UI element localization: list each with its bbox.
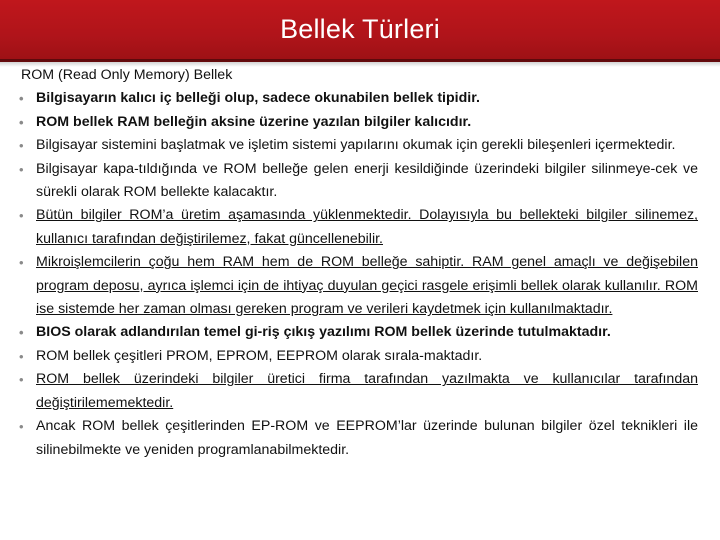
bullet-item: • ROM bellek çeşitleri PROM, EPROM, EEPROM olarak sırala-maktadır.	[18, 345, 698, 368]
bullet-item: • Bilgisayarın kalıcı iç belleği olup, sadece okunabilen bellek tipidir.	[18, 87, 698, 110]
section-heading: ROM (Read Only Memory) Bellek	[21, 67, 233, 83]
bullet-item: • Bilgisayar kapa-tıldığında ve ROM belleğe gelen enerji kesildiğinde üzerindeki bilgiler silinmeye-cek ve sürekli olarak ROM bellekte kalacaktır.	[18, 158, 698, 205]
bullet-item: • Bütün bilgiler ROM’a üretim aşamasında yüklenmektedir. Dolayısıyla bu bellekteki bilgiler silinemez, kullanıcı tarafından değiştirilemez, fakat güncellenebilir.	[18, 204, 698, 251]
bullet-list	[18, 87, 698, 462]
slide-content	[18, 64, 698, 462]
bullet-item: • Mikroişlemcilerin çoğu hem RAM hem de ROM belleğe sahiptir. RAM genel amaçlı ve değişebilen program deposu, ayrıca işlemci için de ihtiyaç duyulan geçici rasgele erişimli bellek olarak kullanılır. ROM ise sistemde her zaman olması gereken program ve verileri kaydetmek için kullanılmaktadır.	[18, 251, 698, 321]
bullet-item: • BIOS olarak adlandırılan temel gi-riş çıkış yazılımı ROM bellek üzerinde tutulmaktadır.	[18, 321, 698, 344]
bullet-item: • ROM bellek üzerindeki bilgiler üretici firma tarafından yazılmakta ve kullanıcılar tarafından değiştirilememektedir.	[18, 368, 698, 415]
bullet-item: • ROM bellek RAM belleğin aksine üzerine yazılan bilgiler kalıcıdır.	[18, 111, 698, 134]
bullet-item: • Bilgisayar sistemini başlatmak ve işletim sistemi yapılarını okumak için gerekli bileşenleri içermektedir.	[18, 134, 698, 157]
page-title: Bellek Türleri	[280, 14, 440, 44]
title-bar	[0, 0, 720, 62]
bullet-item: • Ancak ROM bellek çeşitlerinden EP-ROM ve EEPROM’lar üzerinde bulunan bilgiler özel teknikleri ile silinebilmekte ve yeniden programlanabilmektedir.	[18, 415, 698, 462]
